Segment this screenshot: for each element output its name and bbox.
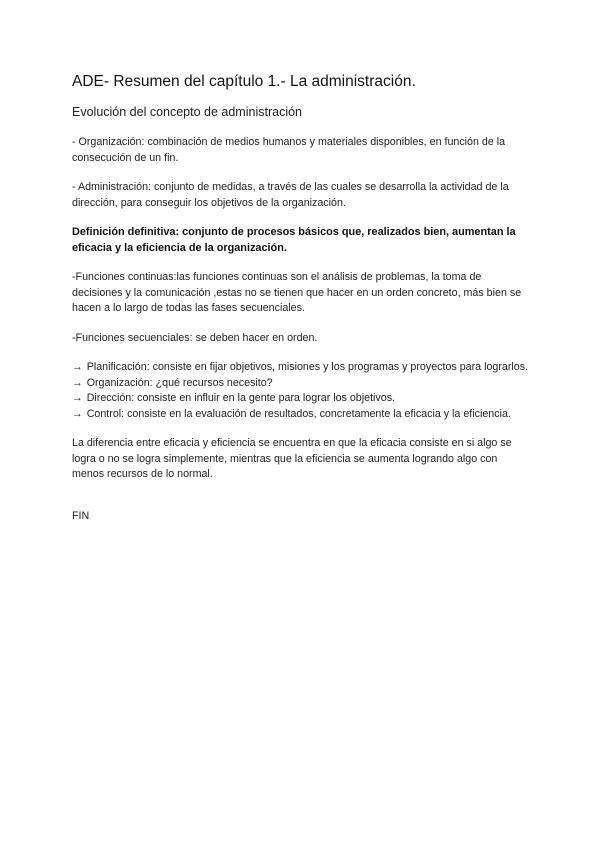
document-title: ADE- Resumen del capítulo 1.- La administración. <box>72 73 416 90</box>
paragraph-organizacion: - Organización: combinación de medios humanos y materiales disponibles, en función de la consecución de un fin. <box>72 136 506 164</box>
paragraph-definicion: Definición definitiva: conjunto de procesos básicos que, realizados bien, aumentan la eficacia y la eficiencia de la organización. <box>72 226 516 254</box>
step-planificacion: Planificación: consiste en fijar objetivos, misiones y los programas y proyectos para lograrlos. <box>86 361 529 373</box>
list-item <box>72 376 532 392</box>
arrow-right-icon: → <box>72 392 83 404</box>
paragraph-funciones-continuas: -Funciones continuas:las funciones continuas son el análisis de problemas, la toma de decisiones y la comunicación ,estas no se tienen que hacer en un orden concreto, más bien se hacen a lo largo de todas las fases secuenciales. <box>72 271 522 314</box>
arrow-right-icon: → <box>72 376 83 389</box>
arrow-right-icon: → <box>72 361 83 373</box>
step-control: Control: consiste en la evaluación de resultados, concretamente la eficacia y la eficiencia. <box>86 407 511 420</box>
section-subtitle: Evolución del concepto de administración <box>72 105 302 119</box>
list-item <box>72 360 532 376</box>
arrow-right-icon: → <box>72 407 83 420</box>
steps-list <box>72 360 532 422</box>
list-item <box>72 407 532 423</box>
list-item <box>72 391 532 407</box>
paragraph-administracion: - Administración: conjunto de medidas, a través de las cuales se desarrolla la actividad de la dirección, para conseguir los objetivos de la organización. <box>72 181 509 209</box>
step-organizacion: Organización: ¿qué recursos necesito? <box>86 376 273 389</box>
document-end: FIN <box>72 509 90 522</box>
paragraph-diferencia: La diferencia entre eficacia y eficiencia se encuentra en que la eficacia consiste en si algo se logra o no se logra simplemente, mientras que la eficiencia se aumenta logrando algo con menos recursos de lo normal. <box>72 437 512 480</box>
document-content <box>72 72 532 524</box>
step-direccion: Dirección: consiste en influir en la gente para lograr los objetivos. <box>86 392 396 404</box>
paragraph-funciones-secuenciales: -Funciones secuenciales: se deben hacer en orden. <box>72 331 318 344</box>
